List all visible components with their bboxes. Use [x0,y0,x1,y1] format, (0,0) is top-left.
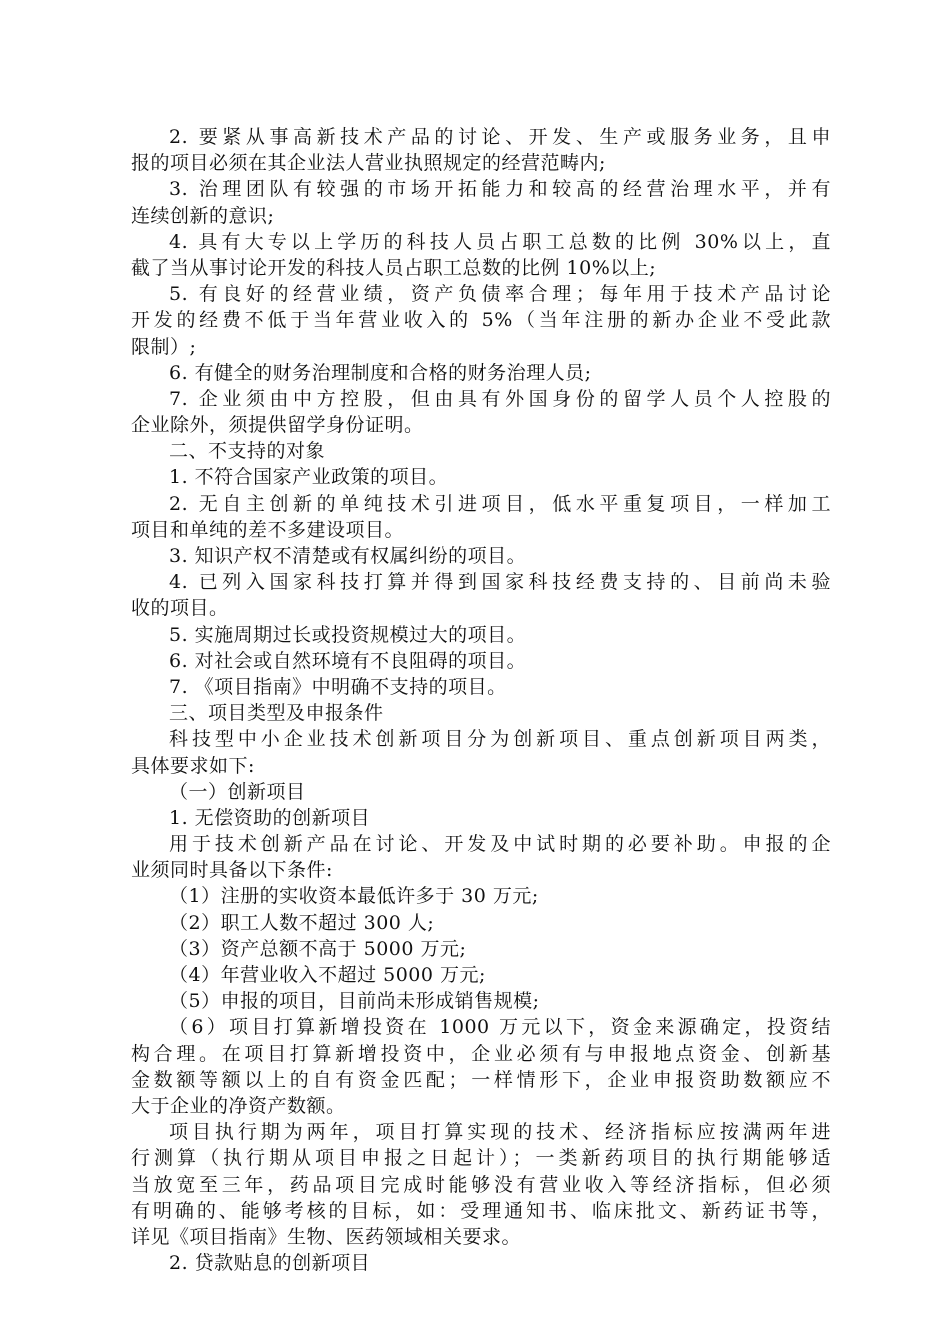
text-line: 3. 知识产权不清楚或有权属纠纷的项目。 [169,545,527,567]
text-line: 科技型中小企业技术创新项目分为创新项目、重点创新项目两类， [169,728,831,751]
text-line: 有明确的、能够考核的目标，如：受理通知书、临床批文、新药证书等， [131,1199,831,1222]
text-line: 收的项目。 [131,597,229,620]
text-line: 截了当从事讨论开发的科技人员占职工总数的比例 10%以上; [131,256,657,279]
text-line: 行测算（执行期从项目申报之日起计）；一类新药项目的执行期能够适 [131,1147,831,1170]
text-line: 具体要求如下: [131,754,255,777]
text-line: 三、项目类型及申报条件 [169,702,384,725]
text-line: 2. 无自主创新的单纯技术引进项目，低水平重复项目，一样加工 [169,492,831,515]
text-line: 用于技术创新产品在讨论、开发及中试时期的必要补助。申报的企 [169,833,831,856]
text-line: （1）注册的实收资本最低许多于 30 万元; [169,885,539,908]
text-line: （5）申报的项目，目前尚未形成销售规模; [169,990,540,1013]
text-line: 当放宽至三年，药品项目完成时能够没有营业收入等经济指标，但必须 [131,1173,831,1196]
text-line: 报的项目必须在其企业法人营业执照规定的经营范畴内; [131,152,606,175]
text-line: 5. 实施周期过长或投资规模过大的项目。 [169,623,527,646]
text-line: 3. 治理团队有较强的市场开拓能力和较高的经营治理水平，并有 [169,178,831,201]
text-line: 2. 要紧从事高新技术产品的讨论、开发、生产或服务业务，且申 [169,126,831,148]
text-line: 1. 不符合国家产业政策的项目。 [169,466,449,489]
text-line: 项目和单纯的差不多建设项目。 [131,518,405,541]
text-line: 7. 企业须由中方控股，但由具有外国身份的留学人员个人控股的 [169,387,831,410]
text-line: （一）创新项目 [169,780,306,803]
text-line: 4. 已列入国家科技打算并得到国家科技经费支持的、目前尚未验 [169,571,831,594]
text-line: 6. 有健全的财务治理制度和合格的财务治理人员; [169,361,592,384]
text-line: 二、不支持的对象 [169,440,326,463]
text-line: 项目执行期为两年，项目打算实现的技术、经济指标应按满两年进 [169,1121,831,1144]
text-line: 2. 贷款贴息的创新项目 [169,1252,371,1275]
text-line: 7. 《项目指南》中明确不支持的项目。 [169,675,507,698]
text-line: 限制）; [131,335,197,358]
document-body [131,124,831,1276]
text-line: （2）职工人数不超过 300 人; [169,911,435,934]
text-line: 6. 对社会或自然环境有不良阻碍的项目。 [169,649,527,672]
text-line: 1. 无偿资助的创新项目 [169,806,371,829]
text-line: 构合理。在项目打算新增投资中，企业必须有与申报地点资金、创新基 [131,1042,831,1065]
text-line: 大于企业的净资产数额。 [131,1094,346,1117]
text-line: 金数额等额以上的自有资金匹配；一样情形下，企业申报资助数额应不 [131,1068,831,1091]
text-line: 开发的经费不低于当年营业收入的 5%（当年注册的新办企业不受此款 [131,309,831,332]
text-line: 5. 有良好的经营业绩，资产负债率合理；每年用于技术产品讨论 [169,283,831,306]
text-line: 连续创新的意识; [131,204,275,227]
text-line: （3）资产总额不高于 5000 万元; [169,937,467,960]
text-line: 业须同时具备以下条件: [131,859,333,882]
text-line: 企业除外，须提供留学身份证明。 [131,414,424,437]
text-line: 4. 具有大专以上学历的科技人员占职工总数的比例 30%以上，直 [169,230,831,253]
text-line: （4）年营业收入不超过 5000 万元; [169,964,486,986]
text-line: 详见《项目指南》生物、医药领域相关要求。 [131,1225,522,1248]
text-line: （6）项目打算新增投资在 1000 万元以下，资金来源确定，投资结 [169,1016,831,1039]
